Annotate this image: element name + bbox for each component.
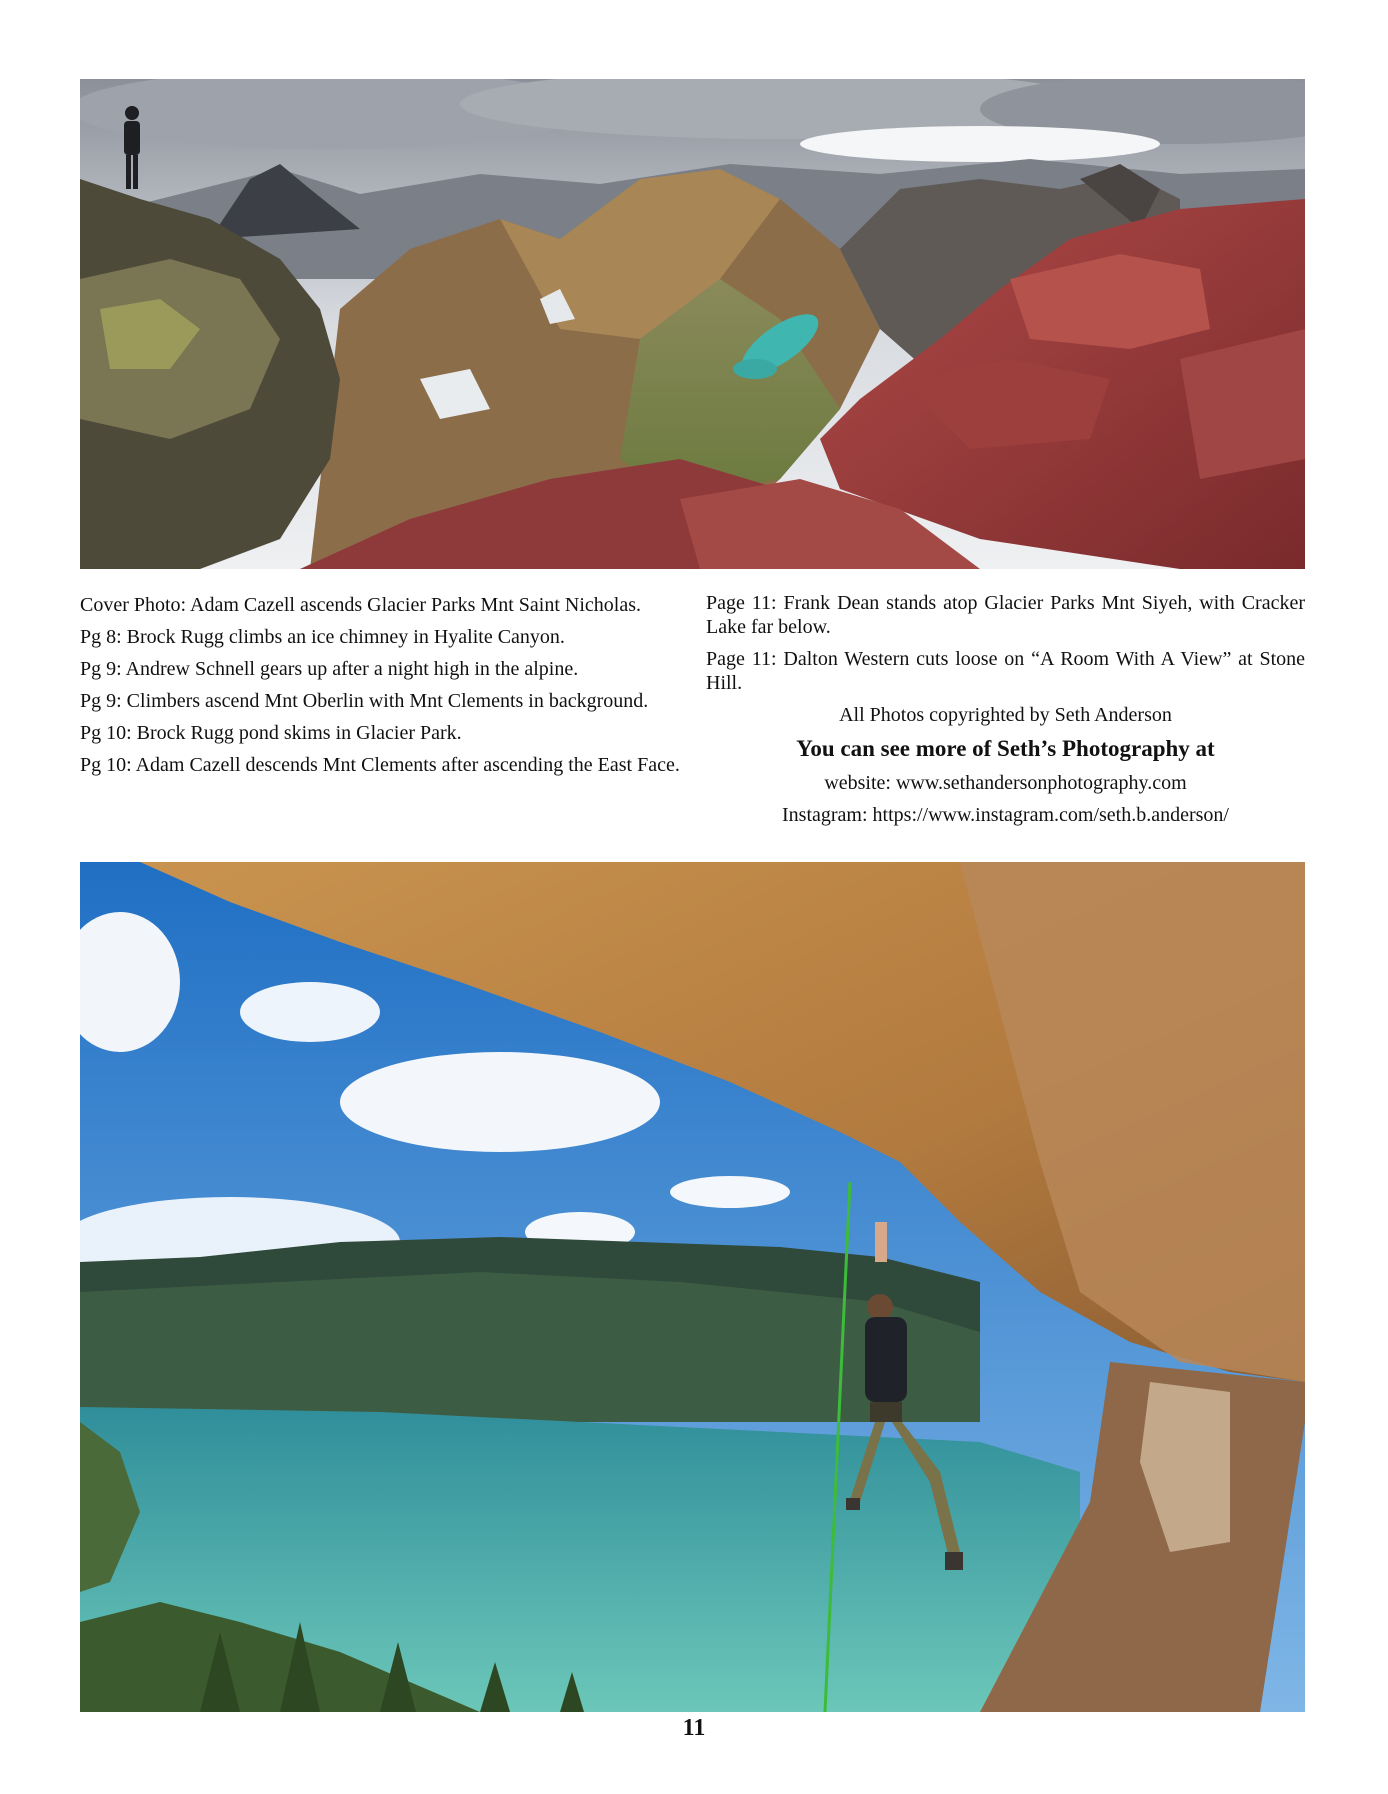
- caption-cover-photo: Cover Photo: Adam Cazell ascends Glacier Parks Mnt Saint Nicholas.: [80, 594, 642, 616]
- captions-left-column: [80, 593, 680, 785]
- summit-panorama-photo: [80, 79, 1305, 569]
- page-number: 11: [682, 1715, 706, 1741]
- caption-pg10-b: Pg 10: Adam Cazell descends Mnt Clements after ascending the East Face.: [80, 754, 680, 776]
- caption-pg8: Pg 8: Brock Rugg climbs an ice chimney in Hyalite Canyon.: [80, 626, 565, 648]
- caption-pg9-b: Pg 9: Climbers ascend Mnt Oberlin with Mnt Clements in background.: [80, 690, 649, 712]
- climber-lake-illustration: [80, 862, 1305, 1712]
- caption-pg11-a: Page 11: Frank Dean stands atop Glacier Parks Mnt Siyeh, with Cracker Lake far below.: [706, 592, 1305, 638]
- summit-panorama-illustration: [80, 79, 1305, 569]
- copyright-line: All Photos copyrighted by Seth Anderson: [839, 704, 1172, 726]
- more-photography-line: You can see more of Seth’s Photography at: [796, 736, 1215, 761]
- climber-lake-photo: [80, 862, 1305, 1712]
- photo-credits: [706, 703, 1305, 827]
- caption-pg10-a: Pg 10: Brock Rugg pond skims in Glacier Park.: [80, 722, 462, 744]
- captions-right-column: [706, 591, 1305, 835]
- instagram-line: Instagram: https://www.instagram.com/seth.b.anderson/: [782, 804, 1229, 826]
- caption-pg11-b: Page 11: Dalton Western cuts loose on “A Room With A View” at Stone Hill.: [706, 648, 1305, 694]
- website-line: website: www.sethandersonphotography.com: [824, 772, 1187, 794]
- caption-pg9-a: Pg 9: Andrew Schnell gears up after a night high in the alpine.: [80, 658, 579, 680]
